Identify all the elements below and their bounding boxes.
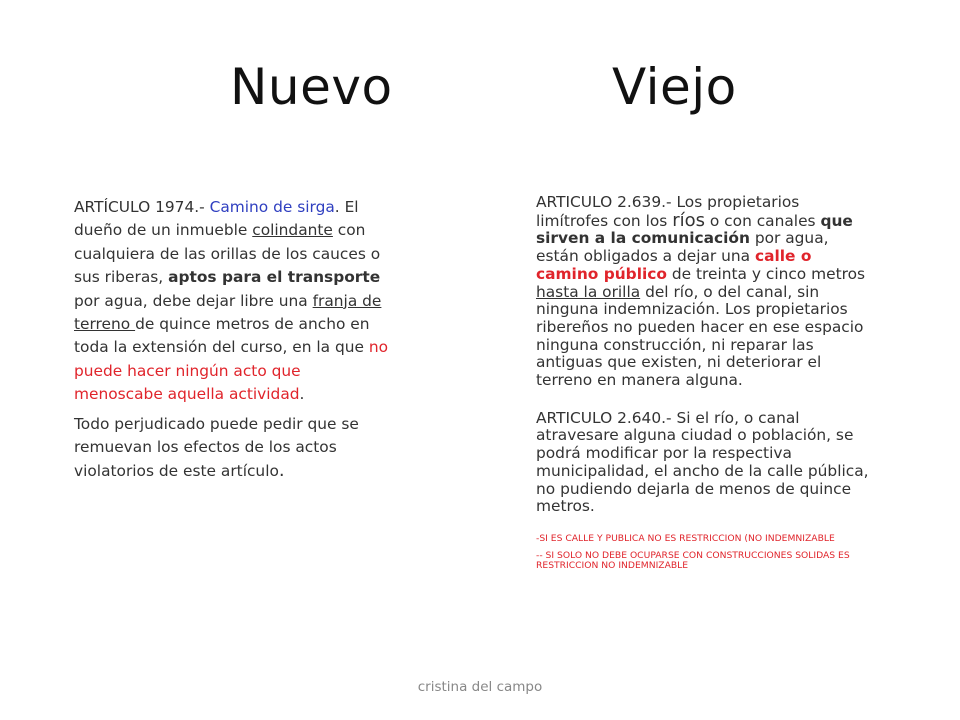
text-segment: ARTICULO 2.639.- Los propietarios limítrofes con los bbox=[536, 193, 800, 230]
note-calle-publica: -SI ES CALLE Y PUBLICA NO ES RESTRICCION (NO INDEMNIZABLE bbox=[536, 532, 835, 544]
text-segment: por agua, debe dejar libre una bbox=[74, 291, 313, 310]
text-segment: con cualquiera de las orillas de los cauces o sus riberas, bbox=[74, 221, 381, 287]
text-segment: o con canales bbox=[704, 211, 821, 230]
prohibition-text: no puede hacer ningún acto que menoscabe aquella actividad bbox=[74, 338, 389, 404]
aptos-transporte-term: aptos para el transporte bbox=[168, 268, 381, 287]
title-viejo: Viejo bbox=[612, 58, 737, 116]
text-segment: . El dueño de un inmueble bbox=[74, 198, 359, 240]
hasta-la-orilla-term: hasta la orilla bbox=[536, 282, 641, 301]
text-segment: . bbox=[278, 460, 285, 482]
text-segment: Todo perjudicado puede pedir que se remuevan los efectos de los actos violatorios de este artículo bbox=[74, 414, 359, 481]
rios-term: ríos bbox=[672, 209, 705, 231]
footer-author: cristina del campo bbox=[417, 679, 543, 695]
article-2640-paragraph: ARTICULO 2.640.- Si el río, o canal atravesare alguna ciudad o población, se podrá modificar por la respectiva municipalidad, el ancho de la calle pública, no pudiendo dejarla de menos de quince metros. bbox=[536, 408, 869, 516]
title-nuevo: Nuevo bbox=[230, 58, 393, 116]
right-column-old-articles bbox=[536, 194, 876, 572]
text-segment: de quince metros de ancho en toda la extensión del curso, en la que bbox=[74, 315, 370, 357]
text-segment: de treinta y cinco metros bbox=[666, 264, 866, 283]
calle-camino-publico-term: calle o camino público bbox=[536, 247, 812, 283]
colindante-term: colindante bbox=[252, 221, 333, 240]
article-1974-paragraph bbox=[74, 196, 394, 407]
text-segment: por agua, están obligados a dejar una bbox=[536, 229, 829, 266]
comunicacion-term: que sirven a la comunicación bbox=[536, 211, 853, 248]
franja-terreno-term: franja de terreno bbox=[74, 291, 382, 334]
text-segment: del río, o del canal, sin ninguna indemnización. Los propietarios ribereños no pueden hacer en ese espacio ninguna construcción, ni reparar las antiguas que existen, ni deteriorar el terreno en manera alguna. bbox=[536, 282, 864, 390]
article-2639-paragraph bbox=[536, 194, 876, 390]
left-column-new-article bbox=[74, 196, 394, 484]
note-construcciones: -- SI SOLO NO DEBE OCUPARSE CON CONSTRUCCIONES SOLIDAS ES RESTRICCION NO INDEMNIZABLE bbox=[536, 549, 850, 572]
perjudicado-paragraph bbox=[74, 413, 394, 484]
camino-de-sirga-term: Camino de sirga bbox=[209, 198, 335, 216]
text-segment: . bbox=[299, 385, 305, 404]
article-1974-heading: ARTÍCULO 1974.- bbox=[74, 198, 210, 216]
